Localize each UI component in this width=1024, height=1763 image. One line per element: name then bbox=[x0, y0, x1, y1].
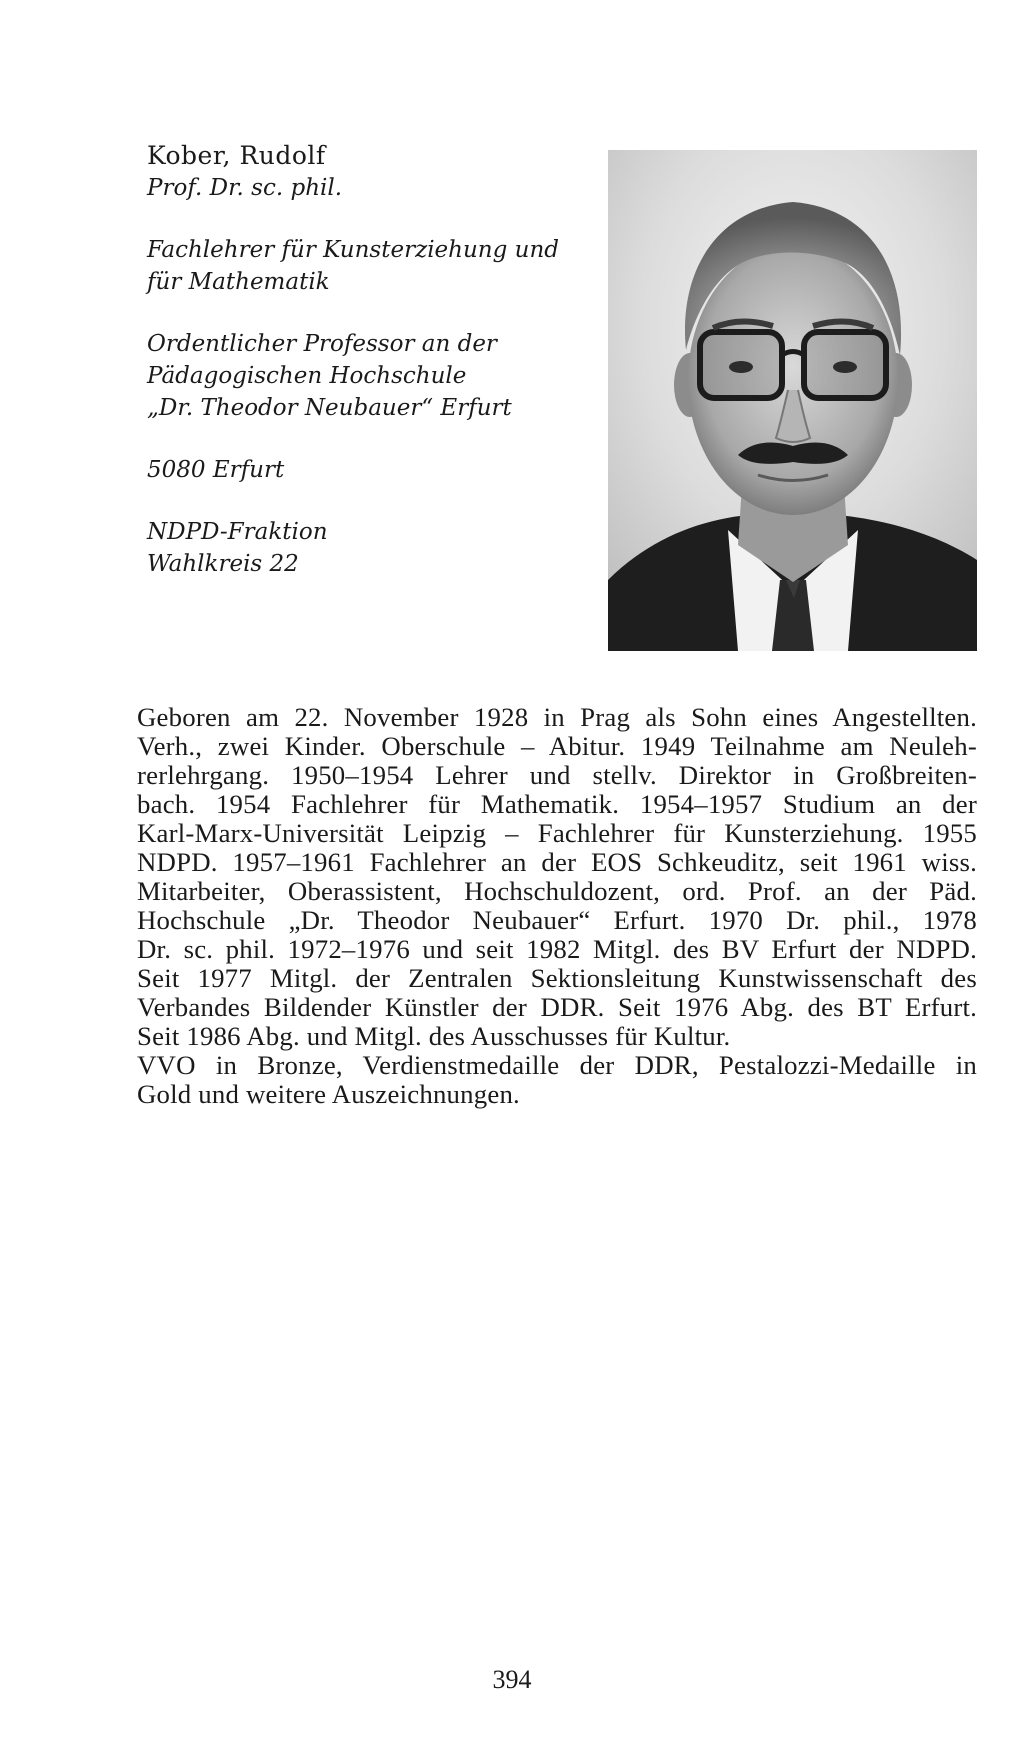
biography-line: Verh., zwei Kinder. Oberschule – Abitur. 1949 Teilnahme am Neuleh- bbox=[137, 731, 977, 761]
position-line-1: Ordentlicher Professor an der bbox=[147, 331, 497, 357]
biography-line: bach. 1954 Fachlehrer für Mathematik. 1954–1957 Studium an der bbox=[137, 789, 977, 819]
biography-line: NDPD. 1957–1961 Fachlehrer an der EOS Schkeuditz, seit 1961 wiss. bbox=[137, 847, 977, 877]
entry-header bbox=[147, 140, 607, 580]
person-name: Kober, Rudolf bbox=[147, 141, 326, 170]
constituency: Wahlkreis 22 bbox=[147, 551, 299, 577]
biography-line: VVO in Bronze, Verdienstmedaille der DDR, Pestalozzi-Medaille in bbox=[137, 1050, 977, 1080]
faction: NDPD-Fraktion bbox=[147, 519, 328, 545]
biography-line: Mitarbeiter, Oberassistent, Hochschuldozent, ord. Prof. an der Päd. bbox=[137, 876, 977, 906]
biography-line: Dr. sc. phil. 1972–1976 und seit 1982 Mitgl. des BV Erfurt der NDPD. bbox=[137, 934, 977, 964]
location: 5080 Erfurt bbox=[147, 457, 285, 483]
biography-line: Hochschule „Dr. Theodor Neubauer“ Erfurt. 1970 Dr. phil., 1978 bbox=[137, 905, 977, 935]
biography-line: Seit 1977 Mitgl. der Zentralen Sektionsleitung Kunstwissenschaft des bbox=[137, 963, 977, 993]
qualification-line-1: Fachlehrer für Kunsterziehung und bbox=[147, 237, 559, 263]
biography-line: Gold und weitere Auszeichnungen. bbox=[137, 1079, 520, 1109]
page-number: 394 bbox=[492, 1665, 532, 1694]
biography-line: Seit 1986 Abg. und Mitgl. des Ausschusses für Kultur. bbox=[137, 1021, 731, 1051]
portrait-photo bbox=[608, 150, 977, 651]
biography-line: Karl-Marx-Universität Leipzig – Fachlehrer für Kunsterziehung. 1955 bbox=[137, 818, 977, 848]
biography-text bbox=[137, 703, 977, 1109]
position-line-3: „Dr. Theodor Neubauer“ Erfurt bbox=[147, 395, 512, 421]
qualification-line-2: für Mathematik bbox=[147, 269, 330, 295]
academic-title: Prof. Dr. sc. phil. bbox=[147, 175, 343, 201]
biography-line: rerlehrgang. 1950–1954 Lehrer und stellv. Direktor in Großbreiten- bbox=[137, 760, 977, 790]
biography-line: Geboren am 22. November 1928 in Prag als Sohn eines Angestellten. bbox=[137, 702, 977, 732]
position-line-2: Pädagogischen Hochschule bbox=[147, 363, 467, 389]
biography-line: Verbandes Bildender Künstler der DDR. Seit 1976 Abg. des BT Erfurt. bbox=[137, 992, 977, 1022]
